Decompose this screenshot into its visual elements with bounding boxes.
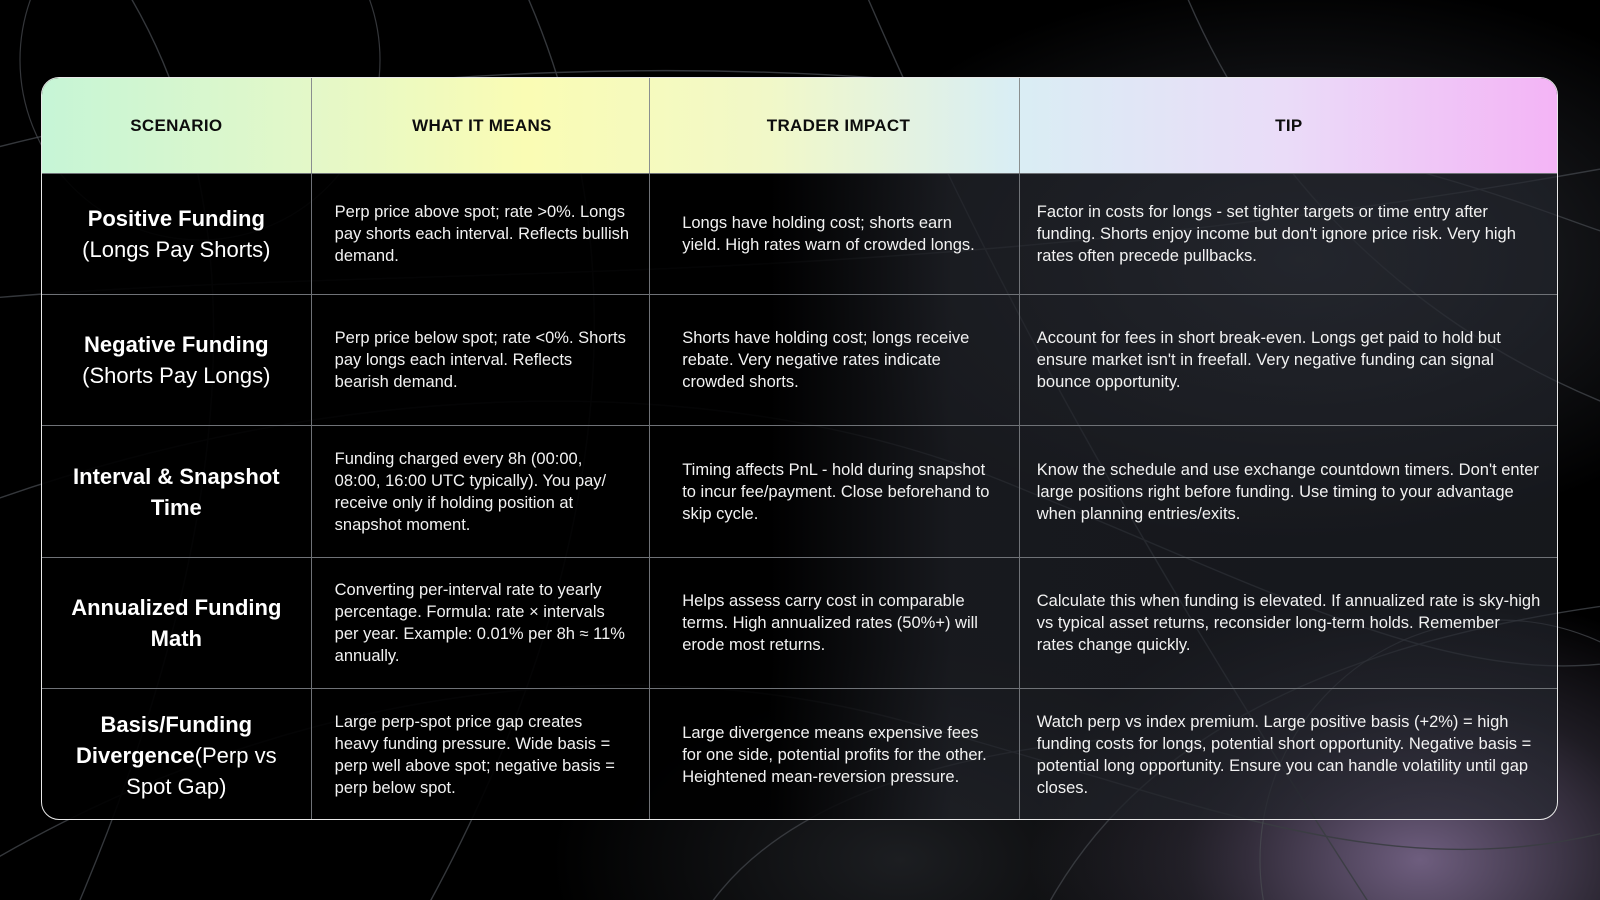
tip-text: Factor in costs for longs - set tighter targets or time entry after funding. Shorts enjoy income but don't ignore price risk. Very high rates often precede pullbacks.	[1036, 203, 1516, 265]
table-row	[42, 558, 1557, 689]
table-row	[42, 426, 1557, 558]
meaning-text: Perp price below spot; rate <0%. Shorts pay longs each interval. Reflects bearish demand.	[334, 329, 626, 391]
impact-cell	[650, 689, 1020, 820]
tip-cell	[1020, 558, 1557, 688]
tip-cell	[1020, 426, 1557, 557]
impact-text: Timing affects PnL - hold during snapshot to incur fee/payment. Close beforehand to skip cycle.	[682, 460, 990, 523]
scenario-cell	[42, 426, 312, 557]
table-row	[42, 295, 1557, 426]
tip-cell	[1020, 295, 1557, 425]
header-trader-impact: TRADER IMPACT	[650, 78, 1020, 173]
header-tip: TIP	[1275, 115, 1303, 135]
meaning-cell	[312, 426, 651, 557]
impact-cell	[650, 426, 1020, 557]
tip-text: Know the schedule and use exchange countdown timers. Don't enter large positions right before funding. Use timing to your advantage when planning entries/exits.	[1036, 460, 1539, 523]
scenario-title: Basis/Funding Divergence	[76, 711, 253, 768]
scenario-cell	[42, 174, 312, 294]
scenario-subtitle: (Perp vs Spot Gap)	[126, 742, 277, 799]
scenario-cell	[42, 558, 312, 688]
table-row	[42, 689, 1557, 820]
table-row	[42, 174, 1557, 295]
impact-text: Helps assess carry cost in comparable terms. High annualized rates (50%+) will erode most returns.	[682, 592, 978, 654]
scenario-title: Positive Funding	[87, 206, 265, 231]
meaning-cell	[312, 174, 651, 294]
funding-scenarios-table	[41, 77, 1558, 820]
tip-cell	[1020, 689, 1557, 820]
meaning-cell	[312, 295, 651, 425]
header-what-it-means: WHAT IT MEANS	[312, 78, 651, 173]
tip-text: Watch perp vs index premium. Large positive basis (+2%) = high funding costs for longs, potential short opportunity. Negative basis = potential long opportunity. Ensure you can handle volatility until gap closes.	[1036, 713, 1532, 797]
table-header-row	[42, 78, 1557, 174]
impact-cell	[650, 558, 1020, 688]
impact-text: Shorts have holding cost; longs receive rebate. Very negative rates indicate crowded shorts.	[682, 329, 970, 391]
scenario-title: Annualized Funding Math	[71, 595, 282, 651]
header-scenario: SCENARIO	[42, 78, 312, 173]
meaning-text: Large perp-spot price gap creates heavy funding pressure. Wide basis = perp well above spot; negative basis = perp below spot.	[334, 713, 615, 797]
tip-text: Calculate this when funding is elevated. If annualized rate is sky-high vs typical asset returns, reconsider long-term holds. Remember rates change quickly.	[1036, 592, 1541, 654]
impact-cell	[650, 174, 1020, 294]
impact-text: Large divergence means expensive fees for one side, potential profits for the other. Heightened mean-reversion pressure.	[682, 724, 987, 786]
tip-cell	[1020, 174, 1557, 294]
scenario-subtitle: (Longs Pay Shorts)	[82, 237, 271, 262]
scenario-cell	[42, 689, 312, 820]
meaning-text: Converting per-interval rate to yearly percentage. Formula: rate × intervals per year. Example: 0.01% per 8h ≈ 11% annually.	[334, 581, 625, 665]
meaning-cell	[312, 689, 651, 820]
meaning-cell	[312, 558, 651, 688]
scenario-title: Interval & Snapshot Time	[73, 463, 280, 520]
scenario-title: Negative Funding	[84, 332, 269, 357]
scenario-subtitle: (Shorts Pay Longs)	[82, 363, 271, 388]
tip-text: Account for fees in short break-even. Longs get paid to hold but ensure market isn't in freefall. Very negative funding can signal bounce opportunity.	[1036, 329, 1501, 391]
meaning-text: Perp price above spot; rate >0%. Longs pay shorts each interval. Reflects bullish demand.	[334, 203, 630, 265]
scenario-cell	[42, 295, 312, 425]
impact-cell	[650, 295, 1020, 425]
meaning-text: Funding charged every 8h (00:00, 08:00, 16:00 UTC typically). You pay/ receive only if holding position at snapshot moment.	[334, 449, 607, 534]
impact-text: Longs have holding cost; shorts earn yield. High rates warn of crowded longs.	[682, 214, 975, 254]
